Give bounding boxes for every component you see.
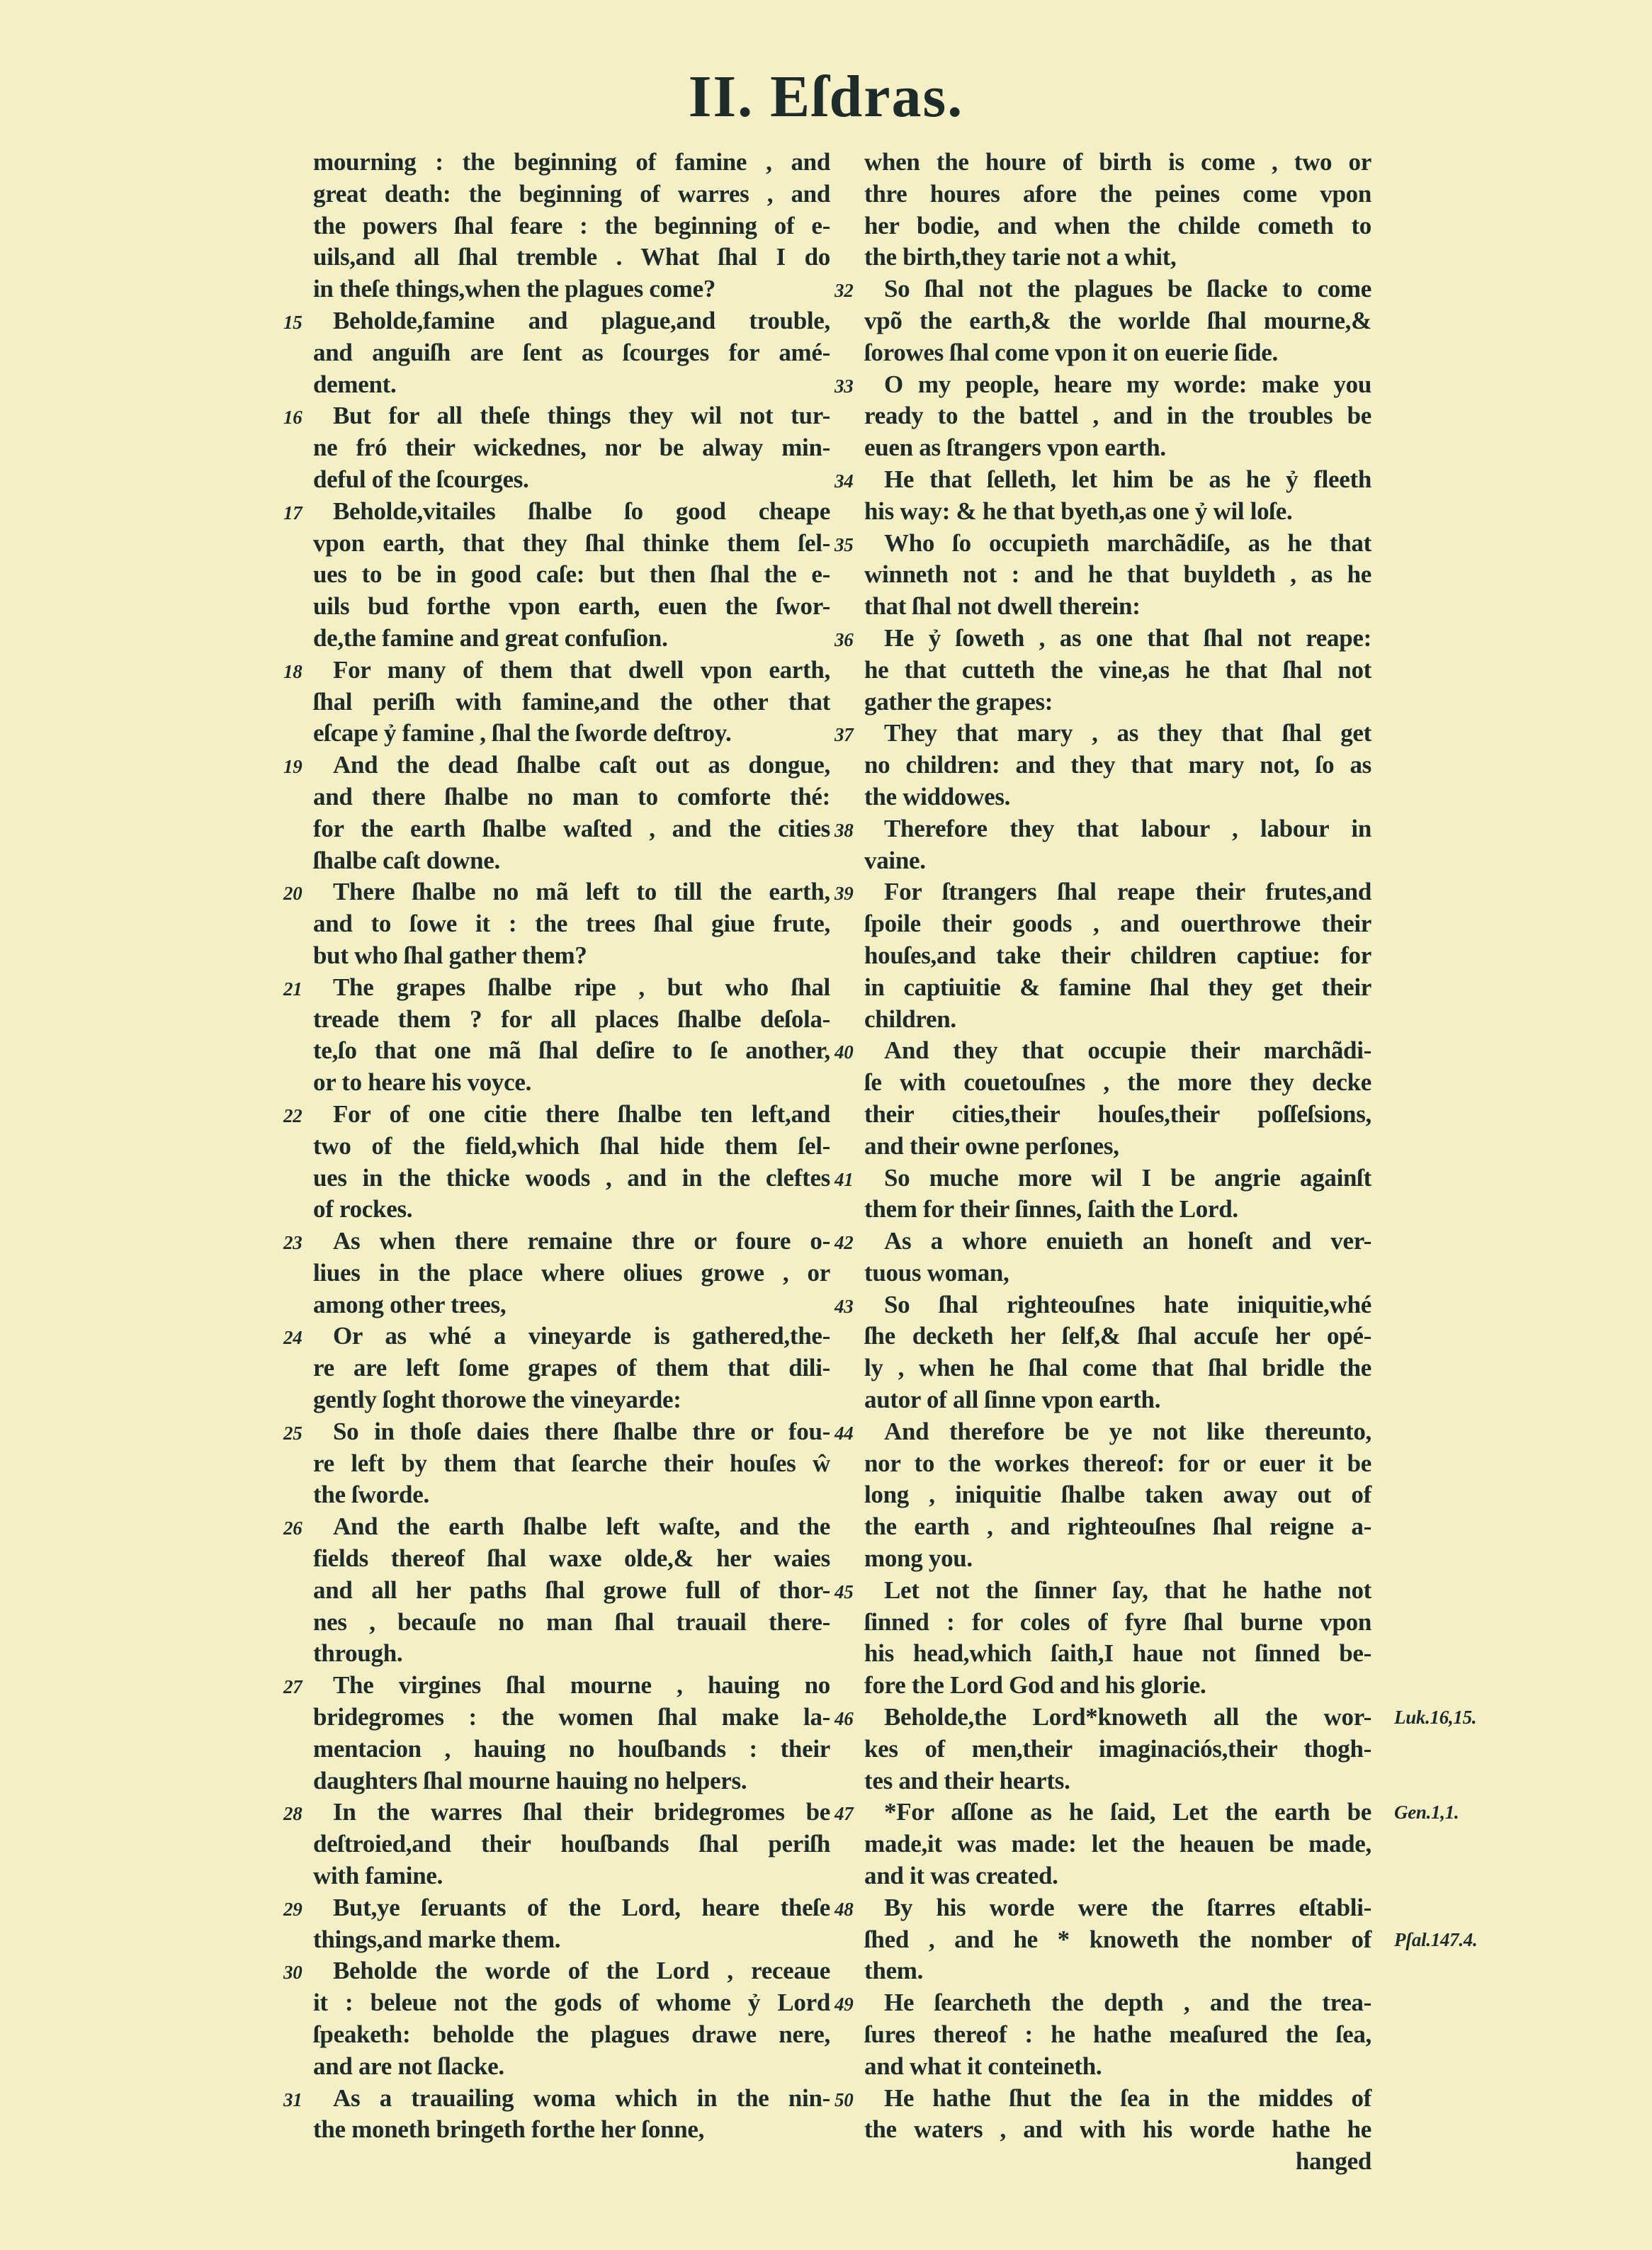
line-text: So ſhal righteouſnes hate iniquitie,whé bbox=[884, 1290, 1371, 1318]
line-text: the waters , and with his worde hathe he bbox=[864, 2115, 1371, 2144]
marginal-cross-reference: Luk.16,15. bbox=[1394, 1707, 1477, 1729]
line-text: O my people, heare my worde: make you bbox=[884, 370, 1371, 398]
text-line bbox=[864, 1448, 1371, 1480]
line-text: ues to be in good caſe: but then ſhal the e- bbox=[313, 560, 830, 589]
text-line bbox=[283, 305, 830, 337]
text-line bbox=[864, 305, 1371, 337]
verse-number: 36 bbox=[835, 628, 854, 650]
line-text: nes , becauſe no man ſhal trauail there- bbox=[313, 1607, 830, 1636]
line-text: deſtroied,and their houſbands ſhal periſh bbox=[313, 1830, 830, 1858]
line-text: their cities,their houſes,their poſſeſsions, bbox=[864, 1099, 1371, 1128]
text-line bbox=[313, 210, 830, 242]
text-line bbox=[864, 432, 1371, 464]
text-line bbox=[864, 1670, 1371, 1702]
verse-number: 42 bbox=[835, 1232, 854, 1254]
text-line bbox=[313, 2051, 830, 2083]
text-line bbox=[283, 876, 830, 908]
text-line bbox=[835, 623, 1371, 655]
line-text: for the earth ſhalbe waſted , and the cities bbox=[313, 814, 830, 842]
text-line bbox=[864, 400, 1371, 432]
text-line bbox=[835, 1416, 1371, 1448]
verse-number: 41 bbox=[835, 1168, 854, 1190]
text-line bbox=[864, 1099, 1371, 1131]
verse-number: 24 bbox=[283, 1327, 302, 1349]
verse-number: 35 bbox=[835, 533, 854, 555]
line-text: For of one citie there ſhalbe ten left,and bbox=[333, 1099, 830, 1128]
text-line bbox=[313, 813, 830, 845]
line-text: Beholde,vitailes ſhalbe ſo good cheape bbox=[333, 497, 830, 525]
text-line bbox=[864, 940, 1371, 972]
line-text: the earth , and righteouſnes ſhal reigne a- bbox=[864, 1513, 1371, 1541]
line-text: So muche more wil I be angrie againſt bbox=[884, 1163, 1371, 1192]
line-text: and it was created. bbox=[864, 1862, 1058, 1890]
text-line bbox=[864, 1004, 1371, 1036]
line-text: things,and marke them. bbox=[313, 1925, 561, 1953]
line-text: *For aſſone as he ſaid, Let the earth be bbox=[884, 1798, 1371, 1826]
text-line bbox=[864, 686, 1371, 718]
text-line bbox=[835, 1797, 1459, 1828]
line-text: made,it was made: let the heauen be made, bbox=[864, 1830, 1371, 1858]
text-line bbox=[283, 1226, 830, 1257]
line-text: He hathe ſhut the ſea in the middes of bbox=[884, 2084, 1371, 2112]
line-text: euen as ſtrangers vpon earth. bbox=[864, 434, 1166, 462]
line-text: in theſe things,when the plagues come? bbox=[313, 275, 716, 303]
text-line bbox=[835, 273, 1371, 305]
line-text: Beholde,the Lord*knoweth all the wor- bbox=[884, 1703, 1371, 1731]
verse-number: 26 bbox=[283, 1517, 302, 1539]
line-text: the moneth bringeth forthe her ſonne, bbox=[313, 2115, 705, 2144]
text-line bbox=[864, 210, 1371, 242]
line-text: Beholde,famine and plague,and trouble, bbox=[333, 306, 830, 334]
text-line bbox=[835, 813, 1371, 845]
text-line bbox=[864, 1924, 1478, 1956]
text-line bbox=[313, 1194, 830, 1226]
text-line bbox=[313, 528, 830, 560]
text-line bbox=[835, 1289, 1371, 1321]
line-text: in captiuitie & famine ſhal they get their bbox=[864, 973, 1371, 1001]
left-text-column bbox=[283, 147, 830, 2146]
line-text: For ſtrangers ſhal reape their frutes,and bbox=[884, 878, 1371, 906]
verse-number: 32 bbox=[835, 280, 854, 302]
line-text: ues in the thicke woods , and in the cleftes bbox=[313, 1163, 830, 1192]
line-text: mourning : the beginning of famine , and bbox=[313, 148, 830, 176]
line-text: long , iniquitie ſhalbe taken away out of bbox=[864, 1481, 1371, 1509]
text-line bbox=[313, 432, 830, 464]
line-text: and all her paths ſhal growe full of thor- bbox=[313, 1576, 830, 1604]
text-line bbox=[835, 1987, 1371, 2019]
line-text: his way: & he that byeth,as one ỷ wil loſe. bbox=[864, 497, 1293, 525]
line-text: vpõ the earth,& the worlde ſhal mourne,& bbox=[864, 306, 1371, 334]
text-line bbox=[313, 1067, 830, 1099]
text-line bbox=[313, 369, 830, 401]
line-text: mentacion , hauing no houſbands : their bbox=[313, 1734, 830, 1763]
verse-number: 21 bbox=[283, 978, 302, 1000]
text-line bbox=[864, 750, 1371, 781]
line-text: But for all theſe things they wil not tur- bbox=[333, 402, 830, 430]
line-text: no children: and they that mary not, ſo as bbox=[864, 751, 1371, 779]
line-text: treade them ? for all places ſhalbe deſola- bbox=[313, 1005, 830, 1033]
line-text: it : beleue not the gods of whome ỷ Lord bbox=[313, 1989, 830, 2017]
line-text: his head,which ſaith,I haue not ſinned be- bbox=[864, 1639, 1371, 1668]
text-line bbox=[864, 1860, 1371, 1892]
line-text: And they that occupie their marchãdi- bbox=[884, 1036, 1371, 1065]
line-text: So in thoſe daies there ſhalbe thre or fou- bbox=[333, 1417, 830, 1445]
text-line bbox=[283, 1099, 830, 1131]
line-text: ſhed , and he * knoweth the nomber of bbox=[864, 1925, 1371, 1953]
line-text: kes of men,their imaginaciós,their thogh- bbox=[864, 1734, 1371, 1763]
catchword bbox=[864, 2146, 1371, 2178]
line-text: thre houres afore the peines come vpon bbox=[864, 179, 1371, 208]
line-text: great death: the beginning of warres , and bbox=[313, 179, 830, 208]
line-text: The virgines ſhal mourne , hauing no bbox=[333, 1671, 830, 1700]
line-text: And therefore be ye not like thereunto, bbox=[884, 1417, 1371, 1445]
verse-number: 30 bbox=[283, 1962, 302, 1984]
text-line bbox=[864, 1352, 1371, 1384]
text-line bbox=[835, 1702, 1477, 1734]
text-line bbox=[313, 1924, 830, 1956]
line-text: hanged bbox=[1295, 2147, 1371, 2176]
line-text: uils bud forthe vpon earth, euen the ſwor- bbox=[313, 592, 830, 621]
verse-number: 43 bbox=[835, 1295, 854, 1317]
line-text: daughters ſhal mourne hauing no helpers. bbox=[313, 1766, 747, 1794]
line-text: through. bbox=[313, 1639, 403, 1668]
line-text: two of the field,which ſhal hide them ſel- bbox=[313, 1131, 830, 1160]
line-text: houſes,and take their children captiue: for bbox=[864, 941, 1371, 969]
text-line bbox=[864, 1765, 1371, 1797]
line-text: but who ſhal gather them? bbox=[313, 941, 587, 969]
line-text: ſe with couetouſnes , the more they decke bbox=[864, 1068, 1371, 1097]
line-text: And the earth ſhalbe left waſte, and the bbox=[333, 1513, 830, 1541]
line-text: He ſearcheth the depth , and the trea- bbox=[884, 1989, 1371, 2017]
text-line bbox=[313, 1289, 830, 1321]
text-line bbox=[313, 1734, 830, 1765]
text-line bbox=[313, 1575, 830, 1607]
text-line bbox=[283, 655, 830, 686]
text-line bbox=[864, 1734, 1371, 1765]
line-text: gather the grapes: bbox=[864, 687, 1053, 716]
text-line bbox=[864, 2019, 1371, 2051]
text-line bbox=[864, 1067, 1371, 1099]
text-line bbox=[835, 1035, 1371, 1067]
text-line bbox=[313, 1352, 830, 1384]
text-line bbox=[864, 1955, 1371, 1987]
verse-number: 49 bbox=[835, 1994, 854, 2016]
text-line bbox=[313, 781, 830, 813]
verse-number: 23 bbox=[283, 1232, 302, 1254]
text-line bbox=[313, 686, 830, 718]
verse-number: 18 bbox=[283, 660, 302, 682]
text-line bbox=[313, 559, 830, 591]
text-line bbox=[283, 1670, 830, 1702]
text-line bbox=[313, 273, 830, 305]
line-text: vaine. bbox=[864, 846, 926, 874]
text-line bbox=[835, 1892, 1371, 1924]
text-line bbox=[835, 1163, 1371, 1194]
text-line bbox=[864, 908, 1371, 940]
line-text: her bodie, and when the childe cometh to bbox=[864, 211, 1371, 239]
line-text: of rockes. bbox=[313, 1195, 413, 1223]
line-text: As a whore enuieth an honeſt and ver- bbox=[884, 1227, 1371, 1255]
text-line bbox=[864, 147, 1371, 179]
text-line bbox=[313, 1004, 830, 1036]
text-line bbox=[864, 1321, 1371, 1352]
line-text: and to ſowe it : the trees ſhal giue frute, bbox=[313, 910, 830, 938]
text-line bbox=[313, 2019, 830, 2051]
text-line bbox=[283, 972, 830, 1004]
verse-number: 27 bbox=[283, 1676, 302, 1698]
line-text: gently ſoght thorowe the vineyarde: bbox=[313, 1386, 681, 1414]
line-text: them. bbox=[864, 1957, 924, 1985]
running-head-title: II. Eſdras. bbox=[688, 64, 964, 130]
text-line bbox=[313, 1638, 830, 1670]
text-line bbox=[283, 1321, 830, 1352]
text-line bbox=[313, 1384, 830, 1416]
text-line bbox=[864, 2114, 1371, 2146]
line-text: Or as whé a vineyarde is gathered,the- bbox=[333, 1322, 830, 1350]
line-text: them for their ſinnes, ſaith the Lord. bbox=[864, 1195, 1238, 1223]
verse-number: 50 bbox=[835, 2088, 854, 2110]
line-text: deful of the ſcourges. bbox=[313, 465, 529, 493]
text-line bbox=[313, 940, 830, 972]
text-line bbox=[313, 591, 830, 623]
verse-number: 31 bbox=[283, 2088, 302, 2110]
verse-number: 33 bbox=[835, 375, 854, 397]
verse-number: 17 bbox=[283, 502, 302, 524]
text-line bbox=[864, 1828, 1371, 1860]
line-text: de,the famine and great confuſion. bbox=[313, 623, 668, 652]
line-text: re left by them that ſearche their houſes ŵ bbox=[313, 1449, 830, 1477]
text-line bbox=[313, 1765, 830, 1797]
line-text: bridegromes : the women ſhal make la- bbox=[313, 1703, 830, 1731]
verse-number: 38 bbox=[835, 819, 854, 841]
text-line bbox=[313, 1543, 830, 1575]
text-line bbox=[864, 655, 1371, 686]
verse-number: 44 bbox=[835, 1422, 854, 1444]
line-text: He that ſelleth, let him be as he ỷ fleeth bbox=[884, 465, 1371, 493]
text-line bbox=[864, 337, 1371, 369]
text-line bbox=[313, 1035, 830, 1067]
text-line bbox=[864, 559, 1371, 591]
text-line bbox=[283, 1797, 830, 1828]
line-text: Therefore they that labour , labour in bbox=[884, 814, 1371, 842]
verse-number: 39 bbox=[835, 883, 854, 905]
text-line bbox=[835, 464, 1371, 496]
text-line bbox=[313, 1607, 830, 1639]
line-text: And the dead ſhalbe caſt out as dongue, bbox=[333, 751, 830, 779]
line-text: when the houre of birth is come , two or bbox=[864, 148, 1371, 176]
text-line bbox=[313, 1448, 830, 1480]
line-text: ſpoile their goods , and ouerthrowe their bbox=[864, 910, 1371, 938]
text-line bbox=[835, 718, 1371, 750]
text-line bbox=[835, 528, 1371, 560]
text-line bbox=[283, 400, 830, 432]
text-line bbox=[313, 242, 830, 273]
line-text: mong you. bbox=[864, 1544, 973, 1573]
line-text: fields thereof ſhal waxe olde,& her waies bbox=[313, 1544, 830, 1573]
line-text: or to heare his voyce. bbox=[313, 1068, 532, 1097]
text-line bbox=[313, 2114, 830, 2146]
line-text: Beholde the worde of the Lord , receaue bbox=[333, 1957, 830, 1985]
text-line bbox=[864, 179, 1371, 210]
verse-number: 45 bbox=[835, 1581, 854, 1602]
text-line bbox=[313, 1479, 830, 1511]
text-line bbox=[864, 1257, 1371, 1289]
text-line bbox=[864, 1638, 1371, 1670]
text-line bbox=[835, 1575, 1371, 1607]
verse-number: 22 bbox=[283, 1104, 302, 1126]
line-text: and are not ſlacke. bbox=[313, 2052, 504, 2080]
line-text: among other trees, bbox=[313, 1290, 507, 1318]
line-text: In the warres ſhal their bridegromes be bbox=[333, 1798, 830, 1826]
line-text: and there ſhalbe no man to comforte thé: bbox=[313, 782, 830, 810]
text-line bbox=[283, 1892, 830, 1924]
text-line bbox=[313, 718, 830, 750]
line-text: ſhalbe caſt downe. bbox=[313, 846, 500, 874]
line-text: winneth not : and he that buyldeth , as he bbox=[864, 560, 1371, 589]
line-text: the ſworde. bbox=[313, 1481, 429, 1509]
verse-number: 19 bbox=[283, 756, 302, 778]
line-text: eſcape ỷ famine , ſhal the ſworde deſtroy. bbox=[313, 719, 732, 747]
text-line bbox=[864, 2051, 1371, 2083]
verse-number: 29 bbox=[283, 1898, 302, 1920]
line-text: that ſhal not dwell therein: bbox=[864, 592, 1141, 621]
line-text: tes and their hearts. bbox=[864, 1766, 1070, 1794]
text-line bbox=[835, 369, 1371, 401]
right-text-column bbox=[835, 147, 1478, 2178]
line-text: He ỷ ſoweth , as one that ſhal not reape: bbox=[884, 623, 1371, 652]
text-line bbox=[864, 496, 1371, 528]
verse-number: 47 bbox=[835, 1803, 854, 1825]
verse-number: 20 bbox=[283, 883, 302, 905]
text-line bbox=[864, 1607, 1371, 1639]
text-line bbox=[313, 845, 830, 877]
line-text: ſorowes ſhal come vpon it on euerie ſide. bbox=[864, 338, 1278, 366]
line-text: fore the Lord God and his glorie. bbox=[864, 1671, 1206, 1700]
verse-number: 16 bbox=[283, 407, 302, 429]
text-line bbox=[864, 1479, 1371, 1511]
line-text: and their owne perſones, bbox=[864, 1131, 1119, 1160]
verse-number: 40 bbox=[835, 1041, 854, 1063]
line-text: re are left ſome grapes of them that dili- bbox=[313, 1354, 830, 1382]
text-line bbox=[283, 496, 830, 528]
line-text: ne fró their wickednes, nor be alway min- bbox=[313, 434, 830, 462]
verse-number: 15 bbox=[283, 311, 302, 333]
text-line bbox=[283, 1955, 830, 1987]
text-line bbox=[864, 1194, 1371, 1226]
text-line bbox=[864, 781, 1371, 813]
text-line bbox=[283, 1511, 830, 1543]
line-text: The grapes ſhalbe ripe , but who ſhal bbox=[333, 973, 830, 1001]
text-line bbox=[864, 972, 1371, 1004]
line-text: uils,and all ſhal tremble . What ſhal I do bbox=[313, 243, 830, 271]
line-text: ſhe decketh her ſelf,& ſhal accuſe her opé- bbox=[864, 1322, 1371, 1350]
line-text: he that cutteth the vine,as he that ſhal not bbox=[864, 655, 1371, 684]
text-line bbox=[313, 337, 830, 369]
line-text: the birth,they tarie not a whit, bbox=[864, 243, 1177, 271]
line-text: ſures thereof : he hathe meaſured the ſea, bbox=[864, 2020, 1371, 2049]
text-line bbox=[313, 1828, 830, 1860]
text-line bbox=[864, 1384, 1371, 1416]
line-text: te,ſo that one mã ſhal deſire to ſe another, bbox=[313, 1036, 830, 1065]
line-text: nor to the workes thereof: for or euer it be bbox=[864, 1449, 1371, 1477]
verse-number: 34 bbox=[835, 470, 854, 492]
verse-number: 46 bbox=[835, 1708, 854, 1730]
text-line bbox=[835, 1226, 1371, 1257]
line-text: As when there remaine thre or foure o- bbox=[333, 1227, 830, 1255]
line-text: ſinned : for coles of fyre ſhal burne vpon bbox=[864, 1607, 1371, 1636]
line-text: liues in the place where oliues growe , or bbox=[313, 1258, 830, 1287]
line-text: autor of all ſinne vpon earth. bbox=[864, 1386, 1161, 1414]
verse-number: 48 bbox=[835, 1898, 854, 1920]
line-text: the widdowes. bbox=[864, 782, 1011, 810]
text-line bbox=[835, 2083, 1371, 2115]
text-line bbox=[313, 1163, 830, 1194]
verse-number: 25 bbox=[283, 1422, 302, 1444]
line-text: ſhal periſh with famine,and the other that bbox=[313, 687, 830, 716]
line-text: children. bbox=[864, 1005, 956, 1033]
line-text: There ſhalbe no mã left to till the earth, bbox=[333, 878, 830, 906]
line-text: and what it conteineth. bbox=[864, 2052, 1102, 2080]
line-text: vpon earth, that they ſhal thinke them ſel- bbox=[313, 528, 830, 557]
text-line bbox=[313, 179, 830, 210]
line-text: the powers ſhal feare : the beginning of e- bbox=[313, 211, 830, 239]
text-line bbox=[313, 1702, 830, 1734]
text-line bbox=[864, 845, 1371, 877]
line-text: ready to the battel , and in the troubles be bbox=[864, 402, 1371, 430]
text-line bbox=[283, 750, 830, 781]
line-text: They that mary , as they that ſhal get bbox=[884, 719, 1371, 747]
verse-number: 28 bbox=[283, 1803, 302, 1825]
line-text: ſpeaketh: beholde the plagues drawe nere, bbox=[313, 2020, 830, 2049]
line-text: Let not the ſinner ſay, that he hathe not bbox=[884, 1576, 1371, 1604]
line-text: Who ſo occupieth marchãdiſe, as he that bbox=[884, 528, 1371, 557]
text-line bbox=[313, 1987, 830, 2019]
line-text: tuous woman, bbox=[864, 1258, 1009, 1287]
text-line bbox=[864, 1131, 1371, 1163]
line-text: So ſhal not the plagues be ſlacke to come bbox=[884, 275, 1371, 303]
marginal-cross-reference: Pſal.147.4. bbox=[1394, 1928, 1478, 1950]
text-line bbox=[864, 591, 1371, 623]
text-line bbox=[864, 1511, 1371, 1543]
line-text: But,ye ſeruants of the Lord, heare theſe bbox=[333, 1893, 830, 1921]
line-text: For many of them that dwell vpon earth, bbox=[333, 655, 830, 684]
text-line bbox=[283, 1416, 830, 1448]
line-text: and anguiſh are ſent as ſcourges for amé- bbox=[313, 338, 830, 366]
text-line bbox=[313, 1860, 830, 1892]
text-line bbox=[835, 876, 1371, 908]
text-line bbox=[283, 2083, 830, 2115]
line-text: As a trauailing woma which in the nin- bbox=[333, 2084, 830, 2112]
text-line bbox=[313, 623, 830, 655]
text-line bbox=[313, 464, 830, 496]
marginal-cross-reference: Gen.1,1. bbox=[1394, 1802, 1459, 1824]
line-text: dement. bbox=[313, 370, 397, 398]
text-line bbox=[313, 908, 830, 940]
verse-number: 37 bbox=[835, 724, 854, 746]
text-line bbox=[313, 147, 830, 179]
text-line bbox=[864, 242, 1371, 273]
line-text: with famine. bbox=[313, 1862, 443, 1890]
line-text: ly , when he ſhal come that ſhal bridle the bbox=[864, 1354, 1371, 1382]
text-line bbox=[313, 1257, 830, 1289]
line-text: By his worde were the ſtarres eſtabli- bbox=[884, 1893, 1371, 1921]
text-line bbox=[313, 1131, 830, 1163]
text-line bbox=[864, 1543, 1371, 1575]
